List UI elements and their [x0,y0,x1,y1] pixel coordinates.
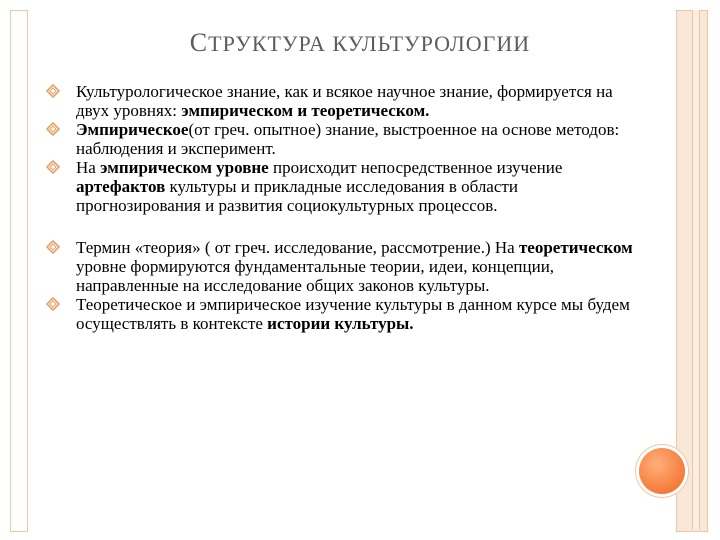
item-text: Культурологическое знание, как и всякое научное знание, формируется на двух уровнях: [76,82,613,120]
spacer [44,215,644,238]
list-item-3 [44,158,644,215]
title-first-letter: С [189,28,209,57]
slide-content [44,82,644,333]
item-text: (от греч. опытное) знание, выстроенное на основе методов: наблюдения и эксперимент. [76,120,620,158]
diamond-bullet-icon [46,240,60,254]
right-frame-inner-stripe [692,10,700,530]
item-bold-text: Эмпирическое [76,120,189,139]
item-text: происходит непосредственное изучение [268,158,563,177]
list-item-5 [44,295,644,333]
item-text: На [76,158,101,177]
diamond-bullet-icon [46,84,60,98]
item-text: уровне формируются фундаментальные теории, идеи, концепции, направленные на исследование общих законов культуры. [76,257,555,295]
title-rest: ТРУКТУРА КУЛЬТУРОЛОГИИ [208,31,531,56]
item-bold-text: эмпирическом и теоретическом. [181,101,430,120]
item-bold-text: теоретическом [518,238,633,257]
left-frame-border [10,10,28,532]
item-bold-text: истории культуры. [267,314,414,333]
item-bold-text: эмпирическом уровне [100,158,269,177]
list-item-1 [44,82,644,120]
slide-title [0,28,720,58]
diamond-bullet-icon [46,160,60,174]
diamond-bullet-icon [46,122,60,136]
item-text: Термин «теория» ( от греч. исследование, рассмотрение.) На [76,238,519,257]
list-item-4 [44,238,644,295]
diamond-bullet-icon [46,297,60,311]
list-item-2 [44,120,644,158]
item-bold-text: артефактов [76,177,166,196]
item-text: Теоретическое и эмпирическое изучение культуры в данном курсе мы будем осуществлять в контексте [76,295,630,333]
orange-circle-decoration [639,448,685,494]
item-text: культуры и прикладные исследования в области прогнозирования и развития социокультурных процессов. [76,177,518,215]
